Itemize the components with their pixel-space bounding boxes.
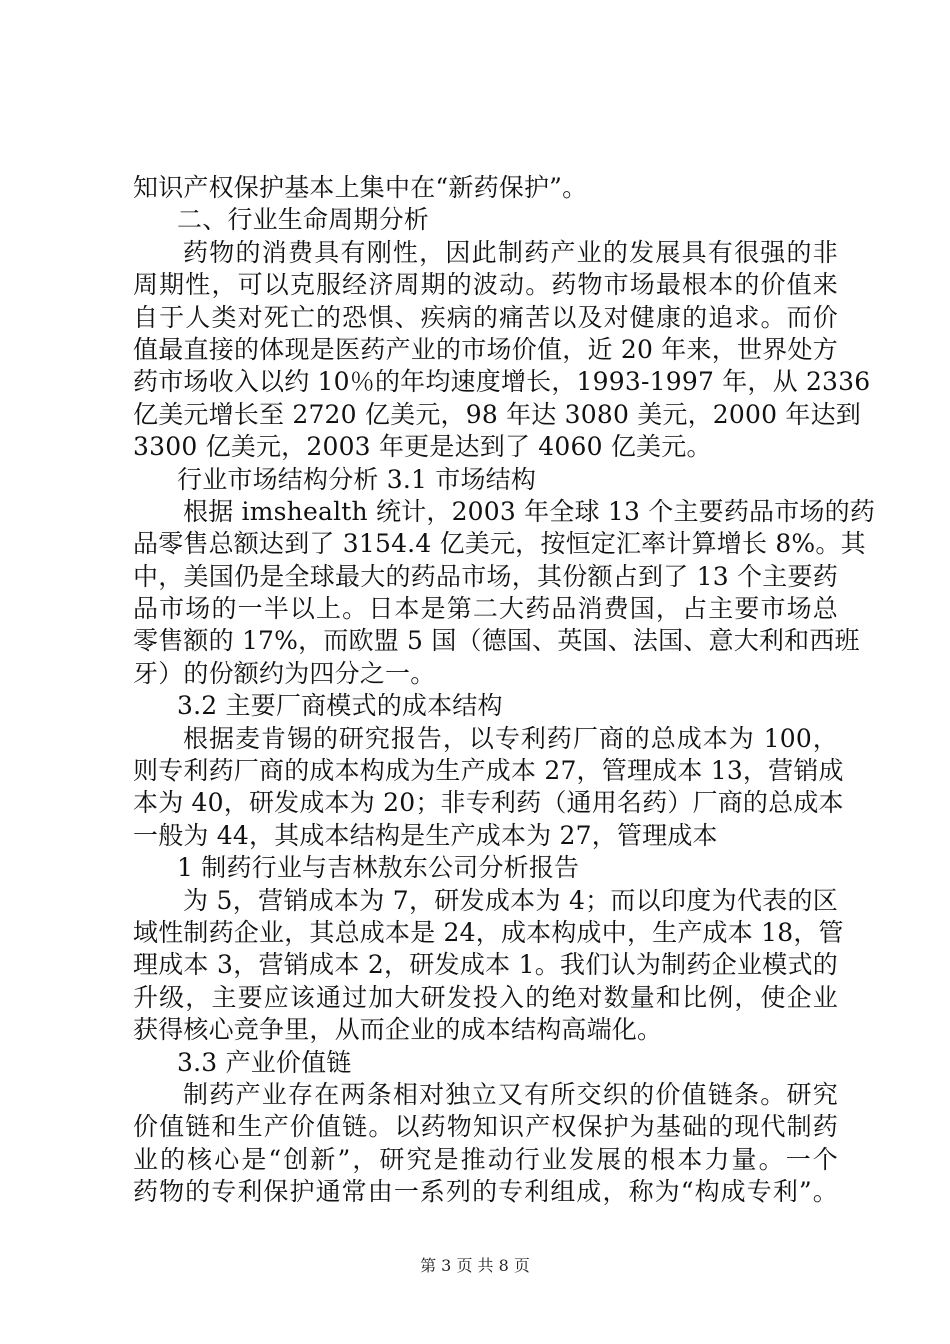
page-footer: 第 3 页 共 8 页 [420,1256,530,1275]
text-line: 中，美国仍是全球最大的药品市场，其份额占到了 13 个主要药 [133,561,838,591]
section-heading: 3.2 主要厂商模式的成本结构 [177,691,503,721]
text-line: 品市场的一半以上。日本是第二大药品消费国，占主要市场总 [133,594,838,624]
text-line: 零售额的 17%，而欧盟 5 国（德国、英国、法国、意大利和西班 [133,626,860,656]
section-heading: 1 制药行业与吉林敖东公司分析报告 [177,853,580,883]
document-body [133,172,876,1209]
text-line: 价值链和生产价值链。以药物知识产权保护为基础的现代制药 [133,1112,838,1142]
text-line: 知识产权保护基本上集中在“新药保护”。 [133,173,588,202]
text-line: 药物的专利保护通常由一系列的专利组成，称为“构成专利”。 [133,1177,838,1207]
text-line: 则专利药厂商的成本构成为生产成本 27，管理成本 13，营销成 [133,756,844,786]
text-line: 理成本 3，营销成本 2，研发成本 1。我们认为制药企业模式的 [133,950,838,980]
text-line: 牙）的份额约为四分之一。 [133,658,436,688]
text-line: 本为 40，研发成本为 20；非专利药（通用名药）厂商的总成本 [133,788,844,818]
section-heading: 行业市场结构分析 3.1 市场结构 [177,464,537,494]
text-line: 药物的消费具有刚性，因此制药产业的发展具有很强的非 [183,237,838,267]
text-line: 3300 亿美元，2003 年更是达到了 4060 亿美元。 [133,432,712,462]
text-line: 为 5，营销成本为 7，研发成本为 4；而以印度为代表的区 [183,885,838,915]
text-line: 制药产业存在两条相对独立又有所交织的价值链条。研究 [183,1079,838,1109]
text-line: 自于人类对死亡的恐惧、疾病的痛苦以及对健康的追求。而价 [133,302,838,332]
section-heading: 3.3 产业价值链 [177,1047,352,1077]
text-line: 周期性，可以克服经济周期的波动。药物市场最根本的价值来 [133,270,838,300]
text-line: 根据麦肯锡的研究报告，以专利药厂商的总成本为 100， [183,723,838,753]
text-line: 值最直接的体现是医药产业的市场价值，近 20 年来，世界处方 [133,334,838,364]
text-line: 一般为 44，其成本结构是生产成本为 27，管理成本 [133,820,718,850]
text-line: 根据 imshealth 统计，2003 年全球 13 个主要药品市场的药 [183,496,876,526]
text-line: 获得核心竞争里，从而企业的成本结构高端化。 [133,1015,663,1045]
text-line: 升级，主要应该通过加大研发投入的绝对数量和比例，使企业 [133,982,838,1012]
text-line: 域性制药企业，其总成本是 24，成本构成中，生产成本 18，管 [133,917,844,947]
text-line: 亿美元增长至 2720 亿美元，98 年达 3080 美元，2000 年达到 [133,399,861,429]
text-line: 药市场收入以约 10％的年均速度增长，1993-1997 年，从 2336 [133,367,871,397]
text-line: 品零售总额达到了 3154.4 亿美元，按恒定汇率计算增长 8%。其 [133,529,866,559]
section-heading: 二、行业生命周期分析 [177,205,430,235]
text-line: 业的核心是“创新”，研究是推动行业发展的根本力量。一个 [133,1144,838,1174]
